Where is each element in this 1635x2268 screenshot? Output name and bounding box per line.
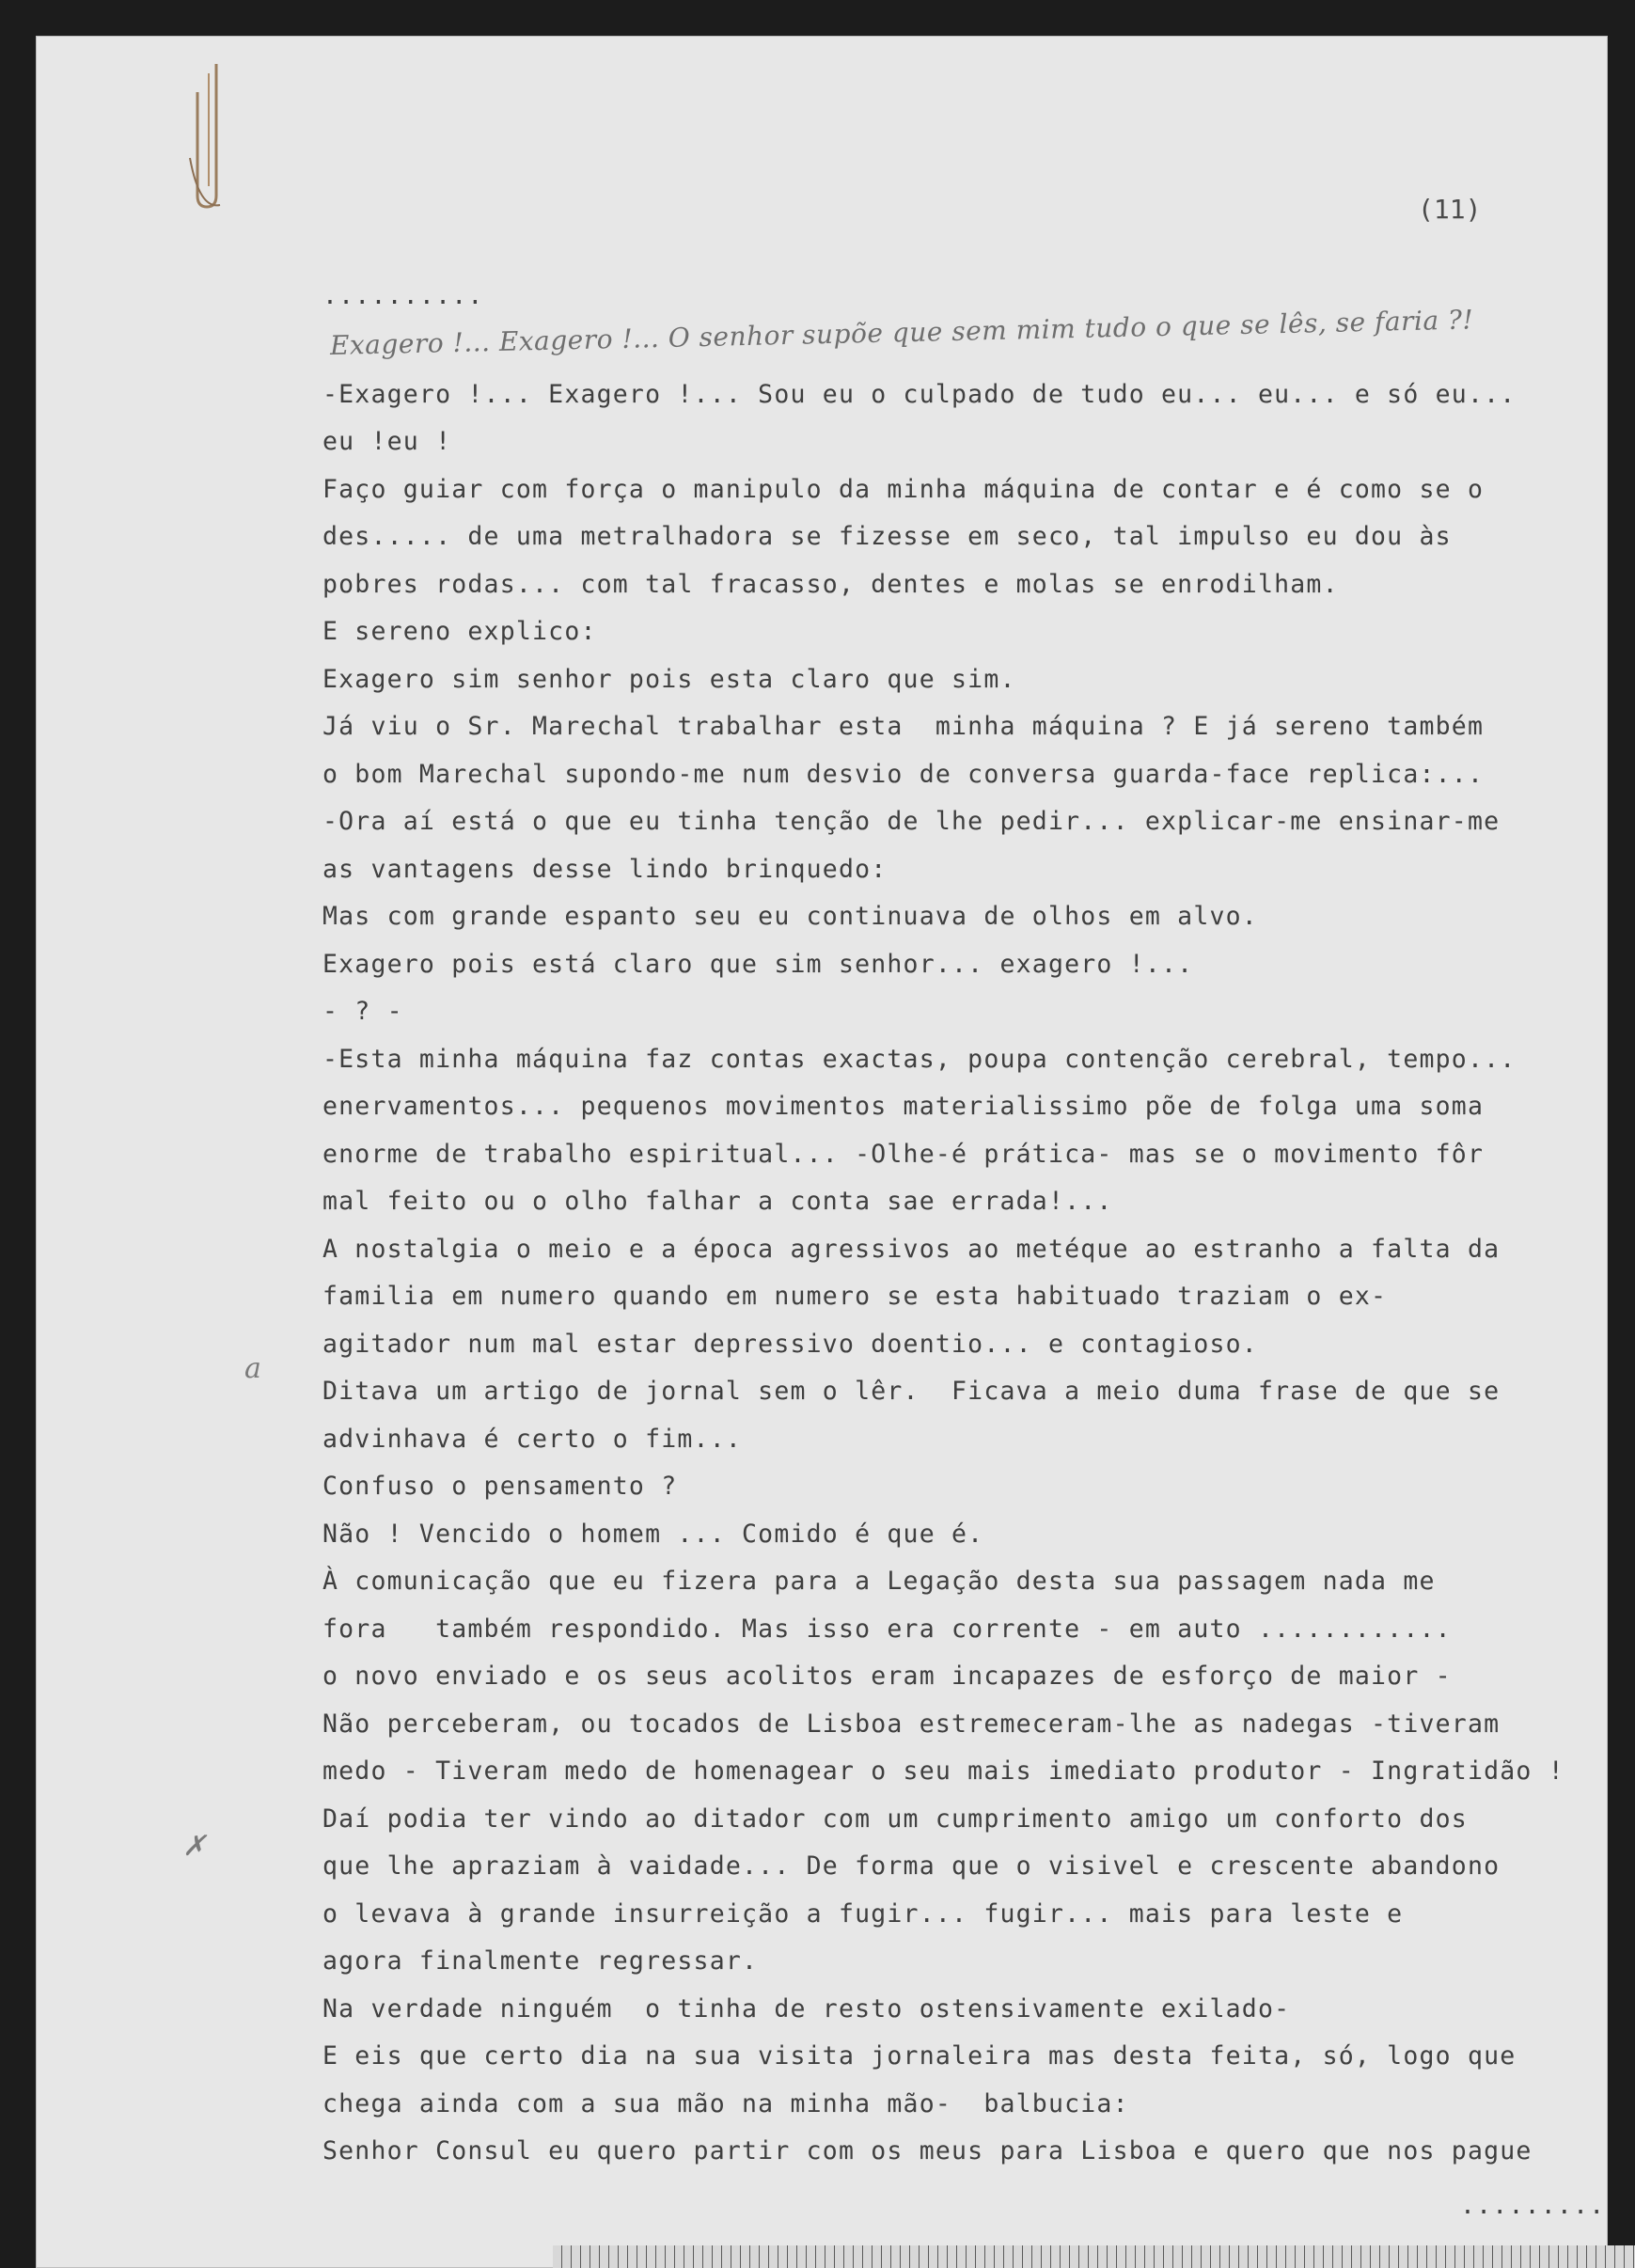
text-line: fora também respondido. Mas isso era corrente - em auto ............ bbox=[322, 1614, 1452, 1644]
text-line: -Ora aí está o que eu tinha tenção de lhe pedir... explicar-me ensinar-me bbox=[322, 807, 1501, 836]
text-line: Na verdade ninguém o tinha de resto ostensivamente exilado- bbox=[322, 1993, 1291, 2024]
text-line: Exagero pois está claro que sim senhor... exagero !... bbox=[322, 949, 1194, 979]
text-line: des..... de uma metralhadora se fizesse em seco, tal impulso eu dou às bbox=[322, 522, 1452, 551]
text-line: pobres rodas... com tal fracasso, dentes e molas se enrodilham. bbox=[322, 569, 1339, 599]
text-line: advinhava é certo o fim... bbox=[322, 1424, 743, 1454]
text-line: Confuso o pensamento ? bbox=[322, 1472, 678, 1501]
text-line: Já viu o Sr. Marechal trabalhar esta minha máquina ? E já sereno também bbox=[322, 712, 1485, 741]
typescript-page bbox=[36, 36, 1608, 2268]
text-line: eu !eu ! bbox=[322, 427, 452, 456]
scale-ruler bbox=[553, 2245, 1635, 2268]
text-line: o novo enviado e os seus acolitos eram incapazes de esforço de maior - bbox=[322, 1662, 1452, 1691]
text-line: o bom Marechal supondo-me num desvio de conversa guarda-face replica:... bbox=[322, 759, 1485, 789]
text-line: agitador num mal estar depressivo doentio... e contagioso. bbox=[322, 1329, 1258, 1359]
margin-annotation-x: ✗ bbox=[182, 1830, 207, 1863]
text-line: Exagero sim senhor pois esta claro que sim. bbox=[322, 664, 1016, 694]
text-line: mal feito ou o olho falhar a conta sae errada!... bbox=[322, 1187, 1113, 1216]
text-line: - ? - bbox=[322, 997, 403, 1026]
text-line: Senhor Consul eu quero partir com os meus para Lisboa e quero que nos pague bbox=[322, 2136, 1533, 2166]
paper-clip-icon bbox=[171, 55, 250, 214]
text-line: o levava à grande insurreição a fugir... fugir... mais para leste e bbox=[322, 1898, 1404, 1929]
text-line: familia em numero quando em numero se esta habituado traziam o ex- bbox=[322, 1282, 1388, 1311]
text-line: Ditava um artigo de jornal sem o lêr. Ficava a meio duma frase de que se bbox=[322, 1377, 1501, 1406]
text-line: Mas com grande espanto seu eu continuava de olhos em alvo. bbox=[322, 902, 1258, 931]
text-line: E eis que certo dia na sua visita jornaleira mas desta feita, só, logo que bbox=[322, 2041, 1517, 2071]
text-line: À comunicação que eu fizera para a Legação desta sua passagem nada me bbox=[322, 1567, 1436, 1596]
text-line: chega ainda com a sua mão na minha mão- balbucia: bbox=[322, 2088, 1129, 2118]
page-number: (11) bbox=[1418, 194, 1482, 225]
text-line: -Exagero !... Exagero !... Sou eu o culpado de tudo eu... eu... e só eu... bbox=[322, 379, 1517, 409]
text-line: E sereno explico: bbox=[322, 617, 597, 646]
text-line: enervamentos... pequenos movimentos materialissimo põe de folga uma soma bbox=[322, 1092, 1485, 1121]
text-line: que lhe apraziam à vaidade... De forma que o visivel e crescente abandono bbox=[322, 1851, 1501, 1881]
text-line: enorme de trabalho espiritual... -Olhe-é prática- mas se o movimento fôr bbox=[322, 1139, 1485, 1169]
document-body bbox=[322, 273, 1601, 2176]
continuation-dots: ......... bbox=[1460, 2191, 1606, 2220]
text-line: A nostalgia o meio e a época agressivos ao metéque ao estranho a falta da bbox=[322, 1234, 1501, 1264]
handwritten-insertion: Exagero !... Exagero !... O senhor supõe que sem mim tudo o que se lês, se faria ?! bbox=[329, 303, 1474, 361]
margin-annotation-a: a bbox=[244, 1352, 261, 1385]
text-line: Daí podia ter vindo ao ditador com um cumprimento amigo um conforto dos bbox=[322, 1803, 1468, 1834]
text-line: medo - Tiveram medo de homenagear o seu mais imediato produtor - Ingratidão ! bbox=[322, 1756, 1564, 1786]
text-line: Não ! Vencido o homem ... Comido é que é. bbox=[322, 1519, 984, 1549]
text-line: Faço guiar com força o manipulo da minha máquina de contar e é como se o bbox=[322, 474, 1485, 504]
text-line: Não perceberam, ou tocados de Lisboa estremeceram-lhe as nadegas -tiveram bbox=[322, 1709, 1501, 1739]
text-line: agora finalmente regressar. bbox=[322, 1946, 759, 1976]
text-line: as vantagens desse lindo brinquedo: bbox=[322, 854, 888, 884]
text-line: .......... bbox=[322, 281, 484, 310]
text-line: -Esta minha máquina faz contas exactas, poupa contenção cerebral, tempo... bbox=[322, 1044, 1517, 1074]
